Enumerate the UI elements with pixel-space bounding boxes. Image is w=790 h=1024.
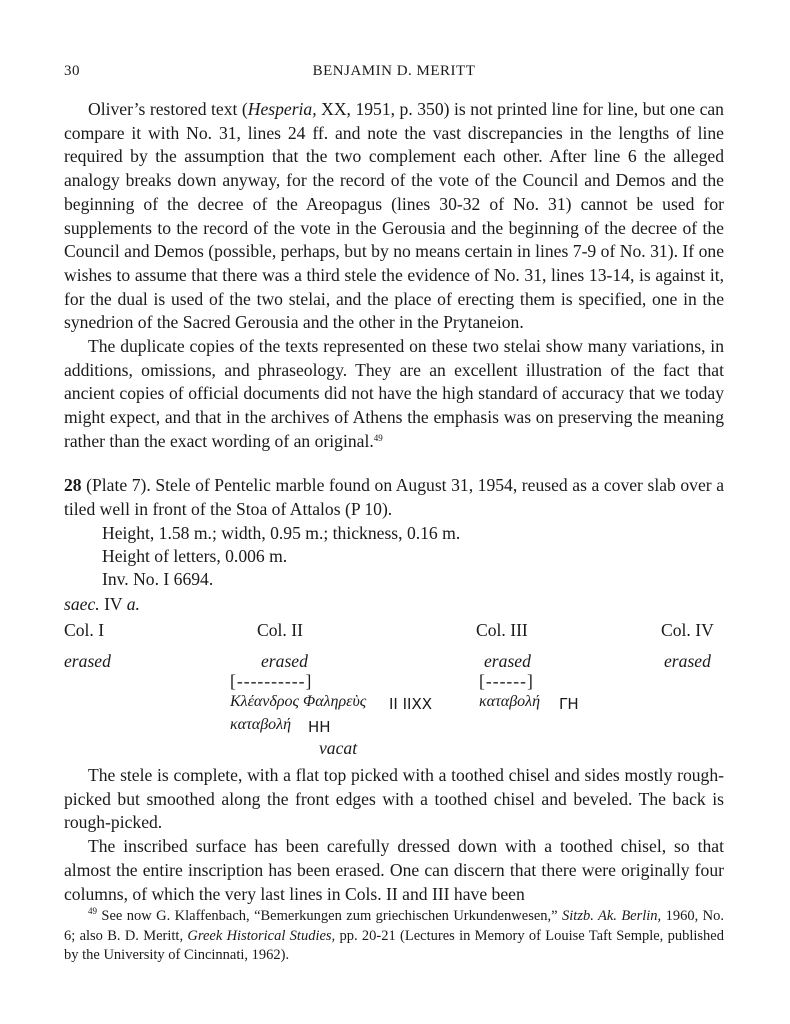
col-4-heading: Col. IV (661, 620, 714, 640)
catalogue-entry (64, 474, 724, 521)
col-3-bracket: [------] (479, 671, 534, 691)
inscription-columns (64, 620, 724, 760)
dimensions: Height, 1.58 m.; width, 0.95 m.; thickness, 0.16 m. (102, 523, 461, 543)
col-2-line-2-greek: καταβολή (230, 716, 292, 733)
letter-height: Height of letters, 0.006 m. (102, 546, 288, 566)
col-2-heading: Col. II (257, 620, 303, 640)
entry-description: (Plate 7). Stele of Pentelic marble found on August 31, 1954, reused as a cover slab over a tiled well in front of the Stoa of Attalos (P 10). (64, 475, 724, 519)
entry-specs (102, 522, 460, 591)
paragraph-oliver: Oliver’s restored text (Hesperia, XX, 1951, p. 350) is not printed line for line, but one can compare it with No. 31, lines 24 ff. and note the vast discrepancies in the lengths of line required by the assumption that the two complement each other. After line 6 the alleged analogy breaks down anyway, for the record of the vote of the Council and Demos and the beginning of the decree of the Areopagus (lines 30-32 of No. 31) cannot be used for supplements to the record of the vote in the Gerousia and the beginning of the decree of the Council and Demos (possible, perhaps, but by no means certain in lines 7-9 of No. 31). If one wishes to assume that there was a third stele the evidence of No. 31, lines 13-14, is against it, for the dual is used of the two stelai, and the place of erecting them is specified, one in the synedrion of the Sacred Gerousia and the other in the Prytaneion. (64, 99, 724, 333)
date-line: saec. IV a. (64, 594, 140, 614)
col-2-line-1-greek: Κλέανδρος Φαληρεὺς (230, 693, 367, 710)
intro-text (64, 98, 724, 454)
col-2-line-1-numerals: ΙΙ ΙΙΧΧ (389, 695, 433, 713)
col-2-line-2-numerals: ΗΗ (308, 718, 331, 736)
footnote: $^{49}$ See now G. Klaffenbach, “Bemerkungen zum griechischen Urkundenwesen,” Sitzb. Ak. Berlin, 1960, No. 6; also B. D. Meritt, Greek Historical Studies, pp. 20-21 (Lectures in Memory of Louise Taft Semple, published by the University of Cincinnati, 1962). (64, 906, 724, 963)
footnote-book: Greek Historical Studies, (187, 927, 336, 944)
col-2-vacat: vacat (319, 738, 358, 758)
page-number: 30 (64, 63, 80, 79)
col-1-status: erased (64, 651, 111, 671)
footnote-reference[interactable]: 49 (373, 432, 383, 443)
col-3-line-1-numerals: ΓΗ (559, 695, 579, 713)
paragraph-duplicates: The duplicate copies of the texts represented on these two stelai show many variations, in additions, omissions, and phraseology. They are an excellent illustration of the fact that ancient copies of official documents did not have the high standard of accuracy that we today might expect, and that in the archives of Athens the emphasis was on preserving the meaning rather than the exact wording of an original.$^{49}$ (64, 336, 724, 451)
footnote-marker: 49 (88, 906, 97, 916)
col-3-line-1-greek: καταβολή (479, 693, 541, 710)
paragraph-inscribed-surface: The inscribed surface has been carefully dressed down with a toothed chisel, so that almost the entire inscription has been erased. One can discern that there were originally four columns, of which the very last lines in Cols. II and III have been (64, 836, 724, 904)
col-2-status: erased (261, 651, 308, 671)
entry-number: 28 (64, 475, 82, 495)
journal-title: Hesperia, (247, 99, 317, 119)
col-3-heading: Col. III (476, 620, 528, 640)
col-4-status: erased (664, 651, 711, 671)
inventory-number: Inv. No. I 6694. (102, 569, 214, 589)
col-3-status: erased (484, 651, 531, 671)
footnote-journal: Sitzb. Ak. Berlin, (562, 908, 662, 924)
col-1-heading: Col. I (64, 620, 105, 640)
running-title: BENJAMIN D. MERITT (312, 63, 476, 79)
stele-description (64, 764, 724, 906)
paragraph-stele-complete: The stele is complete, with a flat top picked with a toothed chisel and sides mostly rough-picked but smoothed along the front edges with a toothed chisel and beveled. The back is rough-picked. (64, 765, 724, 833)
col-2-bracket: [----------] (230, 671, 313, 691)
